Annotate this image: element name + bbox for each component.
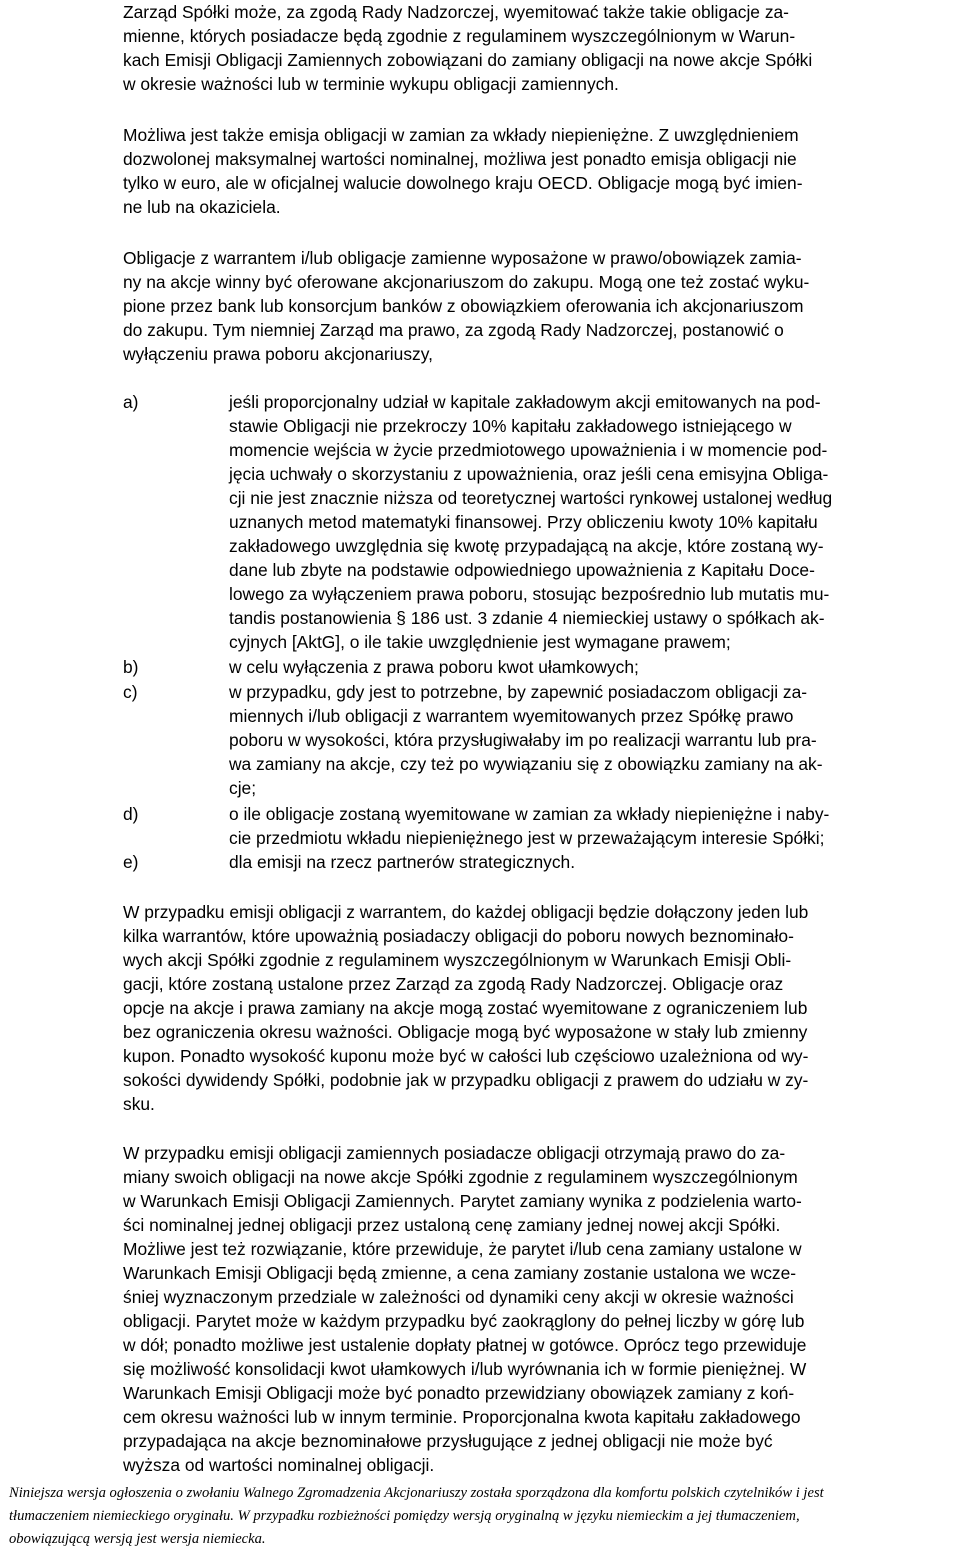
text-line: wyższa od wartości nominalnej obligacji.	[123, 1455, 435, 1475]
text-line: zakładowego uwzględnia się kwotę przypadającą na akcje, które zostaną wy-	[229, 536, 824, 556]
text-line: gacji, które zostaną ustalone przez Zarząd za zgodą Rady Nadzorczej. Obligacje oraz	[123, 974, 784, 994]
text-line: mienne, których posiadacze będą zgodnie z regulaminem wyszczególnionym w Warun-	[123, 26, 796, 46]
text-line: Warunkach Emisji Obligacji może być ponadto przewidziany obowiązek zamiany z koń-	[123, 1383, 795, 1403]
text-line: w Warunkach Emisji Obligacji Zamiennych. Parytet zamiany wynika z podzielenia warto-	[123, 1191, 802, 1211]
text-line: wa zamiany na akcje, czy też po wywiązaniu się z obowiązku zamiany na ak-	[229, 754, 823, 774]
text-line: kilka warrantów, które upoważnią posiadaczy obligacji do poboru nowych beznominało-	[123, 926, 794, 946]
text-line: Obligacje z warrantem i/lub obligacje zamienne wyposażone w prawo/obowiązek zamia-	[123, 248, 802, 268]
text-line: opcje na akcje i prawa zamiany na akcje mogą zostać wyemitowane z ograniczeniem lub	[123, 998, 808, 1018]
text-line: dla emisji na rzecz partnerów strategicznych.	[229, 852, 576, 872]
text-line: Warunkach Emisji Obligacji będą zmienne, a cena zamiany zostanie ustalona we wcze-	[123, 1263, 797, 1283]
text-line: dozwolonej maksymalnej wartości nominalnej, możliwa jest ponadto emisja obligacji nie	[123, 149, 797, 169]
text-line: cje;	[229, 778, 257, 798]
text-line: ny na akcje winny być oferowane akcjonariuszom do zakupu. Mogą one też zostać wyku-	[123, 272, 810, 292]
text-line: momencie wejścia w życie przedmiotowego upoważnienia i w momencie pod-	[229, 440, 828, 460]
text-line: kach Emisji Obligacji Zamiennych zobowiązani do zamiany obligacji na nowe akcje Spółki	[123, 50, 813, 70]
text-line: dane lub zbyte na podstawie odpowiedniego upoważnienia z Kapitału Doce-	[229, 560, 815, 580]
text-line: tandis postanowienia § 186 ust. 3 zdanie 4 niemieckiej ustawy o spółkach ak-	[229, 608, 825, 628]
footer-line: Niniejsza wersja ogłoszenia o zwołaniu Walnego Zgromadzenia Akcjonariuszy została sporządzona dla komfortu polskich czytelników i jest	[9, 1485, 824, 1501]
text-line: Możliwa jest także emisja obligacji w zamian za wkłady niepieniężne. Z uwzględnieniem	[123, 125, 799, 145]
list-label: c)	[123, 682, 138, 702]
list-label: d)	[123, 804, 139, 824]
footer-line: tłumaczeniem niemieckiego oryginału. W przypadku rozbieżności pomiędzy wersją oryginalną w języku niemieckim a jej tłumaczeniem,	[9, 1508, 800, 1524]
text-line: Zarząd Spółki może, za zgodą Rady Nadzorczej, wyemitować także takie obligacje za-	[123, 2, 789, 22]
text-line: sku.	[123, 1094, 155, 1114]
text-line: śniej wyznaczonym przedziale w zależności od dynamiki ceny akcji w okresie ważności	[123, 1287, 794, 1307]
text-line: poboru w wysokości, która przysługiwałaby im po realizacji warrantu lub pra-	[229, 730, 817, 750]
text-line: cem okresu ważności lub w innym terminie. Proporcjonalna kwota kapitału zakładowego	[123, 1407, 801, 1427]
text-line: W przypadku emisji obligacji zamiennych posiadacze obligacji otrzymają prawo do za-	[123, 1143, 786, 1163]
text-line: cie przedmiotu wkładu niepieniężnego jest w przeważającym interesie Spółki;	[229, 828, 825, 848]
text-line: sokości dywidendy Spółki, podobnie jak w przypadku obligacji z prawem do udziału w zy-	[123, 1070, 809, 1090]
text-line: cyjnych [AktG], o ile takie uwzględnienie jest wymagane prawem;	[229, 632, 731, 652]
text-line: w dół; ponadto możliwe jest ustalenie dopłaty płatnej w gotówce. Oprócz tego przewiduje	[123, 1335, 807, 1355]
text-line: W przypadku emisji obligacji z warrantem, do każdej obligacji będzie dołączony jeden lub	[123, 902, 809, 922]
text-line: Możliwe jest też rozwiązanie, które przewiduje, że parytet i/lub cena zamiany ustalone w	[123, 1239, 802, 1259]
text-line: stawie Obligacji nie przekroczy 10% kapitału zakładowego istniejącego w	[229, 416, 792, 436]
text-line: obligacji. Parytet może w każdym przypadku być zaokrąglony do pełnej liczby w górę lub	[123, 1311, 805, 1331]
text-line: ści nominalnej jednej obligacji przez ustaloną cenę zamiany jednej nowej akcji Spółki.	[123, 1215, 781, 1235]
text-line: miennych i/lub obligacji z warrantem wyemitowanych przez Spółkę prawo	[229, 706, 794, 726]
text-line: się możliwość konsolidacji kwot ułamkowych i/lub wyrównania ich w formie pieniężnej. W	[123, 1359, 807, 1379]
text-line: lowego za wyłączeniem prawa poboru, stosując bezpośrednio lub mutatis mu-	[229, 584, 830, 604]
list-label: b)	[123, 657, 139, 677]
text-line: przypadająca na akcje beznominałowe przysługujące z jednej obligacji nie może być	[123, 1431, 773, 1451]
list-label: a)	[123, 392, 139, 412]
text-line: ne lub na okaziciela.	[123, 197, 281, 217]
text-line: jeśli proporcjonalny udział w kapitale zakładowym akcji emitowanych na pod-	[229, 392, 821, 412]
text-line: tylko w euro, ale w oficjalnej walucie dowolnego kraju OECD. Obligacje mogą być imien-	[123, 173, 803, 193]
text-line: wych akcji Spółki zgodnie z regulaminem wyszczególnionym w Warunkach Emisji Obli-	[123, 950, 792, 970]
text-line: w przypadku, gdy jest to potrzebne, by zapewnić posiadaczom obligacji za-	[229, 682, 808, 702]
text-line: pione przez bank lub konsorcjum banków z obowiązkiem oferowania ich akcjonariuszom	[123, 296, 804, 316]
list-label: e)	[123, 852, 139, 872]
text-line: miany swoich obligacji na nowe akcje Spółki zgodnie z regulaminem wyszczególnionym	[123, 1167, 798, 1187]
text-line: w okresie ważności lub w terminie wykupu obligacji zamiennych.	[123, 74, 619, 94]
text-line: o ile obligacje zostaną wyemitowane w zamian za wkłady niepieniężne i naby-	[229, 804, 830, 824]
text-line: do zakupu. Tym niemniej Zarząd ma prawo, za zgodą Rady Nadzorczej, postanowić o	[123, 320, 784, 340]
text-line: cji nie jest znacznie niższa od teoretycznej wartości rynkowej ustalonej według	[229, 488, 833, 508]
text-line: jęcia uchwały o skorzystaniu z upoważnienia, oraz jeśli cena emisyjna Obliga-	[229, 464, 829, 484]
text-line: w celu wyłączenia z prawa poboru kwot ułamkowych;	[229, 657, 639, 677]
footer-line: obowiązującą wersją jest wersja niemiecka.	[9, 1531, 266, 1547]
text-line: kupon. Ponadto wysokość kuponu może być w całości lub częściowo uzależniona od wy-	[123, 1046, 809, 1066]
text-line: wyłączeniu prawa poboru akcjonariuszy,	[123, 344, 433, 364]
text-line: bez ograniczenia okresu ważności. Obligacje mogą być wyposażone w stały lub zmienny	[123, 1022, 808, 1042]
text-line: uznanych metod matematyki finansowej. Przy obliczeniu kwoty 10% kapitału	[229, 512, 818, 532]
